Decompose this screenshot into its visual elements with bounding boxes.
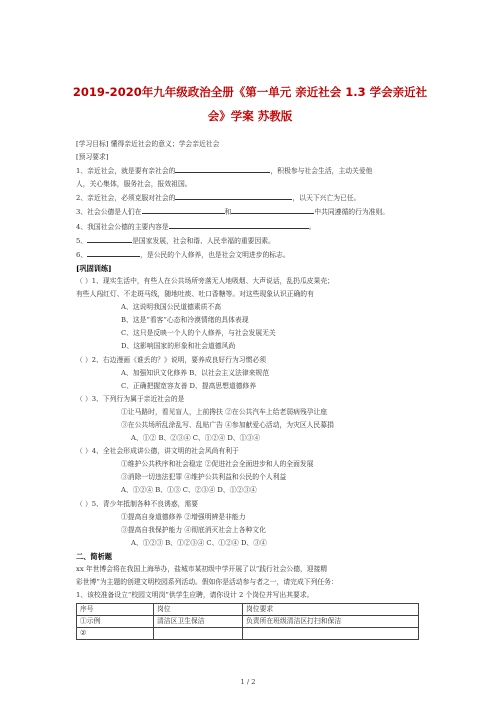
text: ，积极参与社会生活，主动关爱他 <box>270 167 373 176</box>
text: 和 <box>224 208 232 217</box>
question-2-options-cd: C、正确把握宽容友善 D、提高思想道德修养 <box>121 381 257 390</box>
table-cell: ② <box>77 628 154 640</box>
page-number: 1 / 2 <box>240 678 256 686</box>
text: 是国家发展，社会和谐、人民幸福的重要因素。 <box>132 236 275 245</box>
question-3-answers: A、①② B、②③④ C、①②④ D、①③④ <box>131 434 260 443</box>
question-4-answers: A、①②④ B、①③ C、②③④ D、①②③④ <box>121 486 257 495</box>
question-1: （ ）1、现实生活中，有些人在公共场所旁落无人地吸烟、大声说话，乱扔瓜皮果壳； <box>76 276 334 285</box>
preview-item-4 <box>76 220 421 234</box>
question-1-option-a: A、这说明我国公民道德素质不高 <box>121 303 222 312</box>
table-header-row <box>77 604 419 616</box>
blank-line <box>87 248 140 257</box>
preview-item-1-cont: 人，关心集体，服务社会，报效祖国。 <box>76 180 192 189</box>
question-3: （ ）3、下列行为属于亲近社会的是 <box>76 394 185 403</box>
table-row <box>77 628 419 640</box>
table-header: 序号 <box>77 604 154 616</box>
section-2-paragraph-2: 彩世博”为主题的创建文明校园系列活动。假如你是活动参与者之一，请完成下列任务： <box>76 578 338 587</box>
question-1-option-d: D、这影响国家的形象和社会道德风尚 <box>121 342 236 351</box>
table-cell: 负责所在班级清洁区打扫和保洁 <box>243 616 419 628</box>
table-cell: ①示例 <box>77 616 154 628</box>
question-2-options-ab: A、加强知识文化修养 B、以社会主义法律来规范 <box>121 368 270 377</box>
question-3-items-34: ③在公共场所乱涂乱写、乱贴广告 ④参加献爱心活动，为灾区人民募捐 <box>121 420 334 429</box>
text: 1、亲近社会，就是要有亲社会的 <box>76 167 176 176</box>
question-5: （ ）5、青少年抵制各种不良诱惑，需要 <box>76 499 199 508</box>
blank-line <box>87 234 132 243</box>
question-1-option-b: B、这是“看客”心态和冷漠情绪的具体表现 <box>121 316 249 325</box>
blank-line <box>169 220 309 229</box>
document-title <box>70 80 430 128</box>
text: 。 <box>308 222 316 231</box>
text: 中共同遵循的行为准则。 <box>314 208 390 217</box>
blank-line <box>231 205 314 214</box>
question-4-items-34: ③消除一切违法犯罪 ④维护公共利益和公民的个人利益 <box>121 473 287 482</box>
consolidation-heading: [巩固训练] <box>76 263 112 273</box>
question-3-items-12: ①让马路时，看见盲人，上前搀扶 ②在公共汽车上给老弱病残孕让座 <box>121 407 328 416</box>
question-5-items-12: ①提高自身道德修养 ②增强明辨是非能力 <box>121 512 246 521</box>
question-2: （ ）2、右边漫画《谁丢的？》说明，要养成良好行为习惯必须 <box>76 355 266 364</box>
blank-line <box>175 191 292 200</box>
table-cell <box>243 628 419 640</box>
question-4: （ ）4、全社会形成讲公德，讲文明的社会风尚有利于 <box>76 447 239 456</box>
text: 3、社会公德是人们在 <box>76 208 142 217</box>
question-5-items-34: ③提高自我保护能力 ④彻底消灭社会上各种文化 <box>121 525 266 534</box>
question-1-option-c: C、这只是反映一个人的个人修养，与社会发展无关 <box>121 329 276 338</box>
blank-line <box>175 164 270 173</box>
section-2-heading: 二、简析题 <box>76 551 112 561</box>
section-2-paragraph-1: xx 年世博会将在我国上海举办，盐城市某初级中学开展了以“践行社会公德，迎接精 <box>76 565 328 573</box>
title-line-1: 2019-2020年九年级政治全册《第一单元 亲近社会 1.3 学会亲近社 <box>72 85 428 99</box>
section-2-task-1: 1、该校准备设立“校园文明岗”供学生应聘，请你设计 2 个岗位并写出其要求。 <box>76 591 314 600</box>
title-line-2: 会》学案 苏教版 <box>207 109 293 123</box>
question-5-answers: A、①②③ B、①②③④ C、①②④ D、③④ <box>131 538 267 547</box>
question-1-cont: 有些人闯红灯、不走斑马线，随地吐痰、吐口香糖等。对这些现象认识正确的有 <box>76 290 314 299</box>
text: 5、 <box>76 236 88 245</box>
table-header: 岗位 <box>154 604 243 616</box>
post-table <box>76 603 419 640</box>
text: ，以天下兴亡为已任。 <box>292 194 361 203</box>
blank-line <box>142 205 225 214</box>
learning-goal: [学习目标] 懂得亲近社会的意义；学会亲近社会 <box>76 140 220 148</box>
document-body <box>76 138 421 640</box>
preview-item-5 <box>76 234 421 248</box>
preview-item-6 <box>76 248 421 262</box>
table-row <box>77 616 419 628</box>
text: 4、我国社会公德的主要内容是 <box>76 222 169 231</box>
preview-item-3 <box>76 205 421 219</box>
preview-item-1 <box>76 164 421 178</box>
text: 6、 <box>76 250 88 259</box>
table-cell <box>154 628 243 640</box>
table-header: 岗位要求 <box>243 604 419 616</box>
text: 2、亲近社会，必须克服对社会的 <box>76 194 176 203</box>
preview-heading: [预习要求] <box>76 153 109 162</box>
question-4-items-12: ①维护公共秩序和社会稳定 ②促进社会全面进步和人的全面发展 <box>121 460 314 469</box>
table-cell: 清洁区卫生保洁 <box>154 616 243 628</box>
text: ，是公民的个人修养，也是社会文明进步的标志。 <box>140 250 290 259</box>
preview-item-2 <box>76 191 421 205</box>
